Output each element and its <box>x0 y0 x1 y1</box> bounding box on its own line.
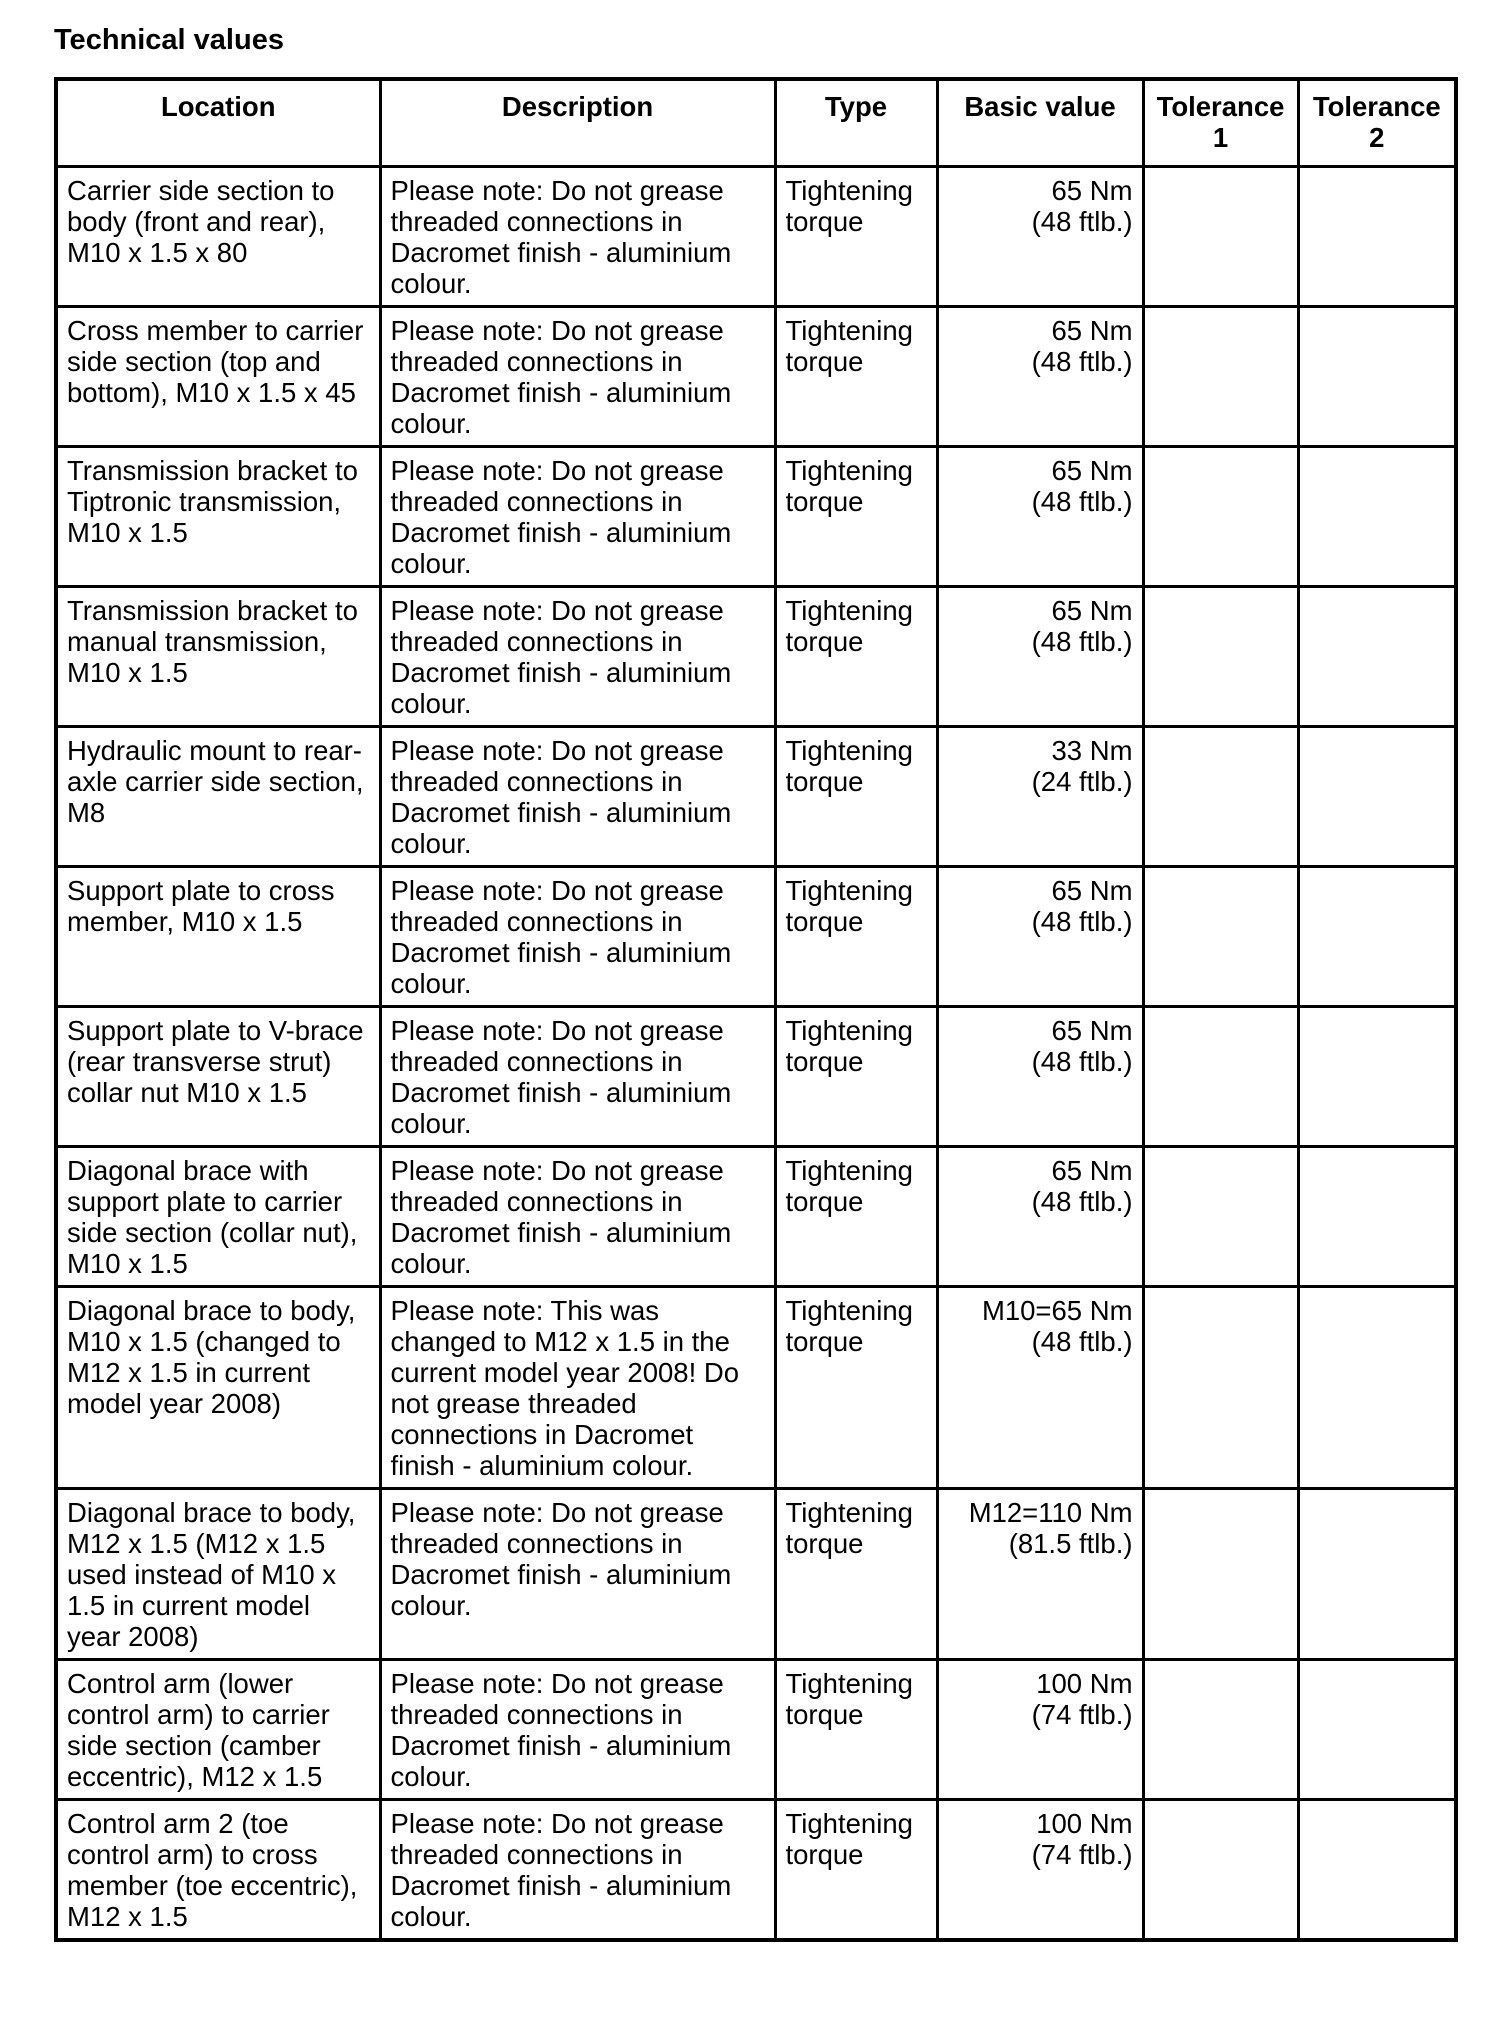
table-row <box>56 727 1456 867</box>
tolerance-1-cell <box>1143 447 1298 587</box>
basic-value-imperial: (48 ftlb.) <box>1031 1326 1133 1357</box>
basic-value-cell <box>937 587 1143 727</box>
basic-value-imperial: (48 ftlb.) <box>1031 1046 1133 1077</box>
tolerance-1-cell <box>1143 1660 1298 1800</box>
location-cell: Hydraulic mount to rear-axle carrier side section, M8 <box>56 727 380 867</box>
type-cell: Tightening torque <box>775 727 937 867</box>
basic-value-imperial: (81.5 ftlb.) <box>1008 1528 1133 1559</box>
basic-value-imperial: (74 ftlb.) <box>1031 1839 1133 1870</box>
location-cell: Diagonal brace with support plate to carrier side section (collar nut), M10 x 1.5 <box>56 1147 380 1287</box>
description-cell: Please note: Do not grease threaded connections in Dacromet finish - aluminium colour. <box>380 1489 775 1660</box>
type-cell: Tightening torque <box>775 867 937 1007</box>
tolerance-2-cell <box>1298 727 1456 867</box>
basic-value-metric: 100 Nm <box>1036 1668 1133 1699</box>
basic-value-cell <box>937 1287 1143 1489</box>
tolerance-2-cell <box>1298 1800 1456 1941</box>
basic-value-metric: 65 Nm <box>1051 1155 1133 1186</box>
header-tolerance-2-label: Tolerance <box>1312 91 1441 122</box>
description-cell: Please note: Do not grease threaded connections in Dacromet finish - aluminium colour. <box>380 867 775 1007</box>
header-type: Type <box>775 79 937 167</box>
table-row <box>56 867 1456 1007</box>
basic-value-metric: M10=65 Nm <box>981 1295 1133 1326</box>
tolerance-1-cell <box>1143 1489 1298 1660</box>
description-cell: Please note: Do not grease threaded connections in Dacromet finish - aluminium colour. <box>380 167 775 307</box>
basic-value-cell <box>937 867 1143 1007</box>
tolerance-2-cell <box>1298 867 1456 1007</box>
table-row <box>56 1287 1456 1489</box>
type-cell: Tightening torque <box>775 587 937 727</box>
basic-value-metric: 65 Nm <box>1051 455 1133 486</box>
basic-value-metric: 65 Nm <box>1051 875 1133 906</box>
technical-values-table <box>54 77 1458 1942</box>
page-title: Technical values <box>54 24 284 56</box>
tolerance-1-cell <box>1143 167 1298 307</box>
type-cell: Tightening torque <box>775 1660 937 1800</box>
basic-value-metric: 65 Nm <box>1051 175 1133 206</box>
header-description: Description <box>380 79 775 167</box>
tolerance-1-cell <box>1143 727 1298 867</box>
type-cell: Tightening torque <box>775 1147 937 1287</box>
type-cell: Tightening torque <box>775 1800 937 1941</box>
basic-value-metric: 65 Nm <box>1051 1015 1133 1046</box>
header-tolerance-2-number: 2 <box>1369 122 1385 153</box>
header-tolerance-1 <box>1143 79 1298 167</box>
basic-value-cell <box>937 167 1143 307</box>
header-basic-value: Basic value <box>937 79 1143 167</box>
basic-value-metric: M12=110 Nm <box>968 1497 1133 1528</box>
tolerance-1-cell <box>1143 1007 1298 1147</box>
type-cell: Tightening torque <box>775 1287 937 1489</box>
basic-value-cell <box>937 1660 1143 1800</box>
table-row <box>56 307 1456 447</box>
basic-value-imperial: (48 ftlb.) <box>1031 486 1133 517</box>
description-cell: Please note: Do not grease threaded connections in Dacromet finish - aluminium colour. <box>380 307 775 447</box>
header-row <box>56 79 1456 167</box>
tolerance-1-cell <box>1143 1800 1298 1941</box>
basic-value-cell <box>937 1489 1143 1660</box>
tolerance-2-cell <box>1298 447 1456 587</box>
header-tolerance-1-label: Tolerance <box>1156 91 1285 122</box>
location-cell: Support plate to V-brace (rear transverse strut) collar nut M10 x 1.5 <box>56 1007 380 1147</box>
basic-value-cell <box>937 1147 1143 1287</box>
tolerance-2-cell <box>1298 1287 1456 1489</box>
table-body <box>56 167 1456 1941</box>
tolerance-2-cell <box>1298 307 1456 447</box>
type-cell: Tightening torque <box>775 307 937 447</box>
description-cell: Please note: Do not grease threaded connections in Dacromet finish - aluminium colour. <box>380 1660 775 1800</box>
basic-value-imperial: (48 ftlb.) <box>1031 626 1133 657</box>
type-cell: Tightening torque <box>775 167 937 307</box>
basic-value-imperial: (74 ftlb.) <box>1031 1699 1133 1730</box>
location-cell: Control arm (lower control arm) to carrier side section (camber eccentric), M12 x 1.5 <box>56 1660 380 1800</box>
basic-value-metric: 33 Nm <box>1051 735 1133 766</box>
tolerance-2-cell <box>1298 587 1456 727</box>
table-row <box>56 167 1456 307</box>
basic-value-cell <box>937 727 1143 867</box>
basic-value-imperial: (48 ftlb.) <box>1031 206 1133 237</box>
basic-value-imperial: (48 ftlb.) <box>1031 906 1133 937</box>
basic-value-imperial: (24 ftlb.) <box>1031 766 1133 797</box>
table-row <box>56 1489 1456 1660</box>
tolerance-2-cell <box>1298 1147 1456 1287</box>
tolerance-2-cell <box>1298 1489 1456 1660</box>
table-row <box>56 1800 1456 1941</box>
basic-value-cell <box>937 1007 1143 1147</box>
description-cell: Please note: This was changed to M12 x 1.5 in the current model year 2008! Do not grease threaded connections in Dacromet finish - aluminium colour. <box>380 1287 775 1489</box>
type-cell: Tightening torque <box>775 1007 937 1147</box>
header-tolerance-1-number: 1 <box>1212 122 1229 153</box>
tolerance-1-cell <box>1143 1287 1298 1489</box>
location-cell: Transmission bracket to Tiptronic transmission, M10 x 1.5 <box>56 447 380 587</box>
description-cell: Please note: Do not grease threaded connections in Dacromet finish - aluminium colour. <box>380 447 775 587</box>
header-tolerance-2 <box>1298 79 1456 167</box>
header-location: Location <box>56 79 380 167</box>
tolerance-2-cell <box>1298 1660 1456 1800</box>
tolerance-1-cell <box>1143 587 1298 727</box>
description-cell: Please note: Do not grease threaded connections in Dacromet finish - aluminium colour. <box>380 1007 775 1147</box>
table-row <box>56 447 1456 587</box>
type-cell: Tightening torque <box>775 1489 937 1660</box>
location-cell: Control arm 2 (toe control arm) to cross member (toe eccentric), M12 x 1.5 <box>56 1800 380 1941</box>
location-cell: Diagonal brace to body, M12 x 1.5 (M12 x 1.5 used instead of M10 x 1.5 in current model year 2008) <box>56 1489 380 1660</box>
table-row <box>56 1147 1456 1287</box>
table-row <box>56 1660 1456 1800</box>
basic-value-cell <box>937 447 1143 587</box>
basic-value-imperial: (48 ftlb.) <box>1031 1186 1133 1217</box>
location-cell: Support plate to cross member, M10 x 1.5 <box>56 867 380 1007</box>
tolerance-2-cell <box>1298 1007 1456 1147</box>
description-cell: Please note: Do not grease threaded connections in Dacromet finish - aluminium colour. <box>380 727 775 867</box>
basic-value-metric: 65 Nm <box>1051 595 1133 626</box>
basic-value-cell <box>937 307 1143 447</box>
basic-value-cell <box>937 1800 1143 1941</box>
description-cell: Please note: Do not grease threaded connections in Dacromet finish - aluminium colour. <box>380 1147 775 1287</box>
description-cell: Please note: Do not grease threaded connections in Dacromet finish - aluminium colour. <box>380 1800 775 1941</box>
description-cell: Please note: Do not grease threaded connections in Dacromet finish - aluminium colour. <box>380 587 775 727</box>
tolerance-2-cell <box>1298 167 1456 307</box>
type-cell: Tightening torque <box>775 447 937 587</box>
tolerance-1-cell <box>1143 307 1298 447</box>
tolerance-1-cell <box>1143 867 1298 1007</box>
tolerance-1-cell <box>1143 1147 1298 1287</box>
location-cell: Carrier side section to body (front and rear), M10 x 1.5 x 80 <box>56 167 380 307</box>
basic-value-metric: 65 Nm <box>1051 315 1133 346</box>
location-cell: Transmission bracket to manual transmission, M10 x 1.5 <box>56 587 380 727</box>
location-cell: Cross member to carrier side section (top and bottom), M10 x 1.5 x 45 <box>56 307 380 447</box>
table-header <box>56 79 1456 167</box>
basic-value-imperial: (48 ftlb.) <box>1031 346 1133 377</box>
location-cell: Diagonal brace to body, M10 x 1.5 (changed to M12 x 1.5 in current model year 2008) <box>56 1287 380 1489</box>
table-row <box>56 587 1456 727</box>
basic-value-metric: 100 Nm <box>1036 1808 1133 1839</box>
table-row <box>56 1007 1456 1147</box>
